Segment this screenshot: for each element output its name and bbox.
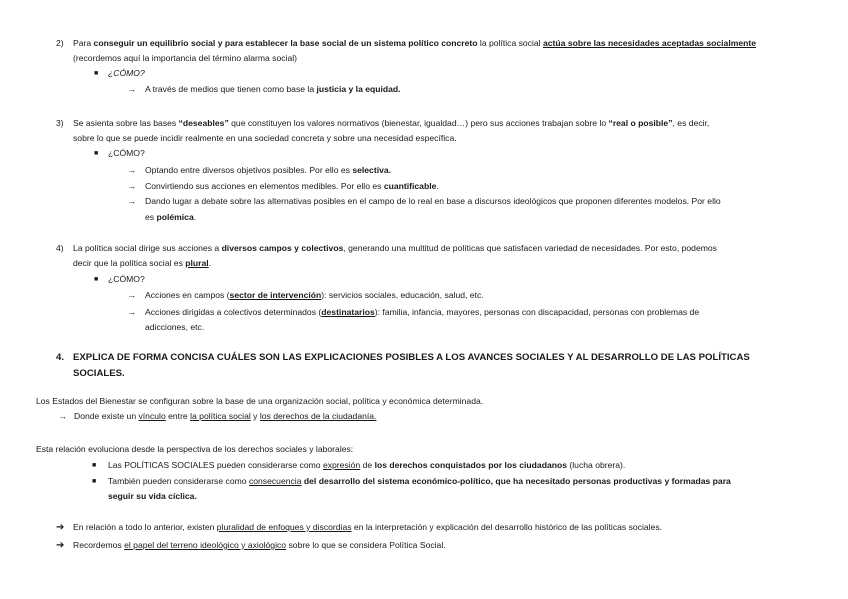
text-run: Las POLÍTICAS SOCIALES pueden considerarse como	[108, 460, 323, 470]
text-run: sobre lo que se considera Política Social.	[286, 540, 446, 550]
paragraph-line	[73, 38, 756, 49]
square-bullet-icon: ■	[92, 478, 97, 485]
bold-text: “deseables”	[178, 118, 229, 128]
text-run: Donde existe un	[74, 411, 139, 421]
list-item-continuation: seguir su vida cíclica.	[108, 491, 197, 501]
bold-underlined-text: plural	[185, 258, 209, 268]
underlined-text: vínculo	[138, 411, 166, 421]
list-item	[145, 165, 391, 176]
paragraph-line: Los Estados del Bienestar se configuran sobre la base de una organización social, política y económica determinada.	[36, 396, 484, 406]
square-bullet-icon: ■	[92, 462, 97, 469]
bold-text: polémica	[156, 212, 194, 222]
list-item	[108, 460, 625, 471]
como-label: ¿CÓMO?	[108, 274, 145, 284]
bold-underlined-text: destinatarios	[321, 307, 375, 317]
text-run: es	[145, 212, 157, 222]
list-item	[145, 181, 439, 192]
text-run: En relación a todo lo anterior, existen	[73, 522, 217, 532]
arrow-icon: →	[127, 165, 136, 175]
bold-text: diversos campos y colectivos	[221, 243, 344, 253]
paragraph-line: (recordemos aquí la importancia del término alarma social)	[73, 53, 298, 63]
paragraph-line	[73, 540, 446, 551]
text-run: Optando entre diversos objetivos posibles. Por ello es	[145, 165, 353, 175]
bold-arrow-icon: ➔	[56, 540, 65, 551]
text-run: .	[436, 181, 439, 191]
text-run: La política social dirige sus acciones a	[73, 243, 222, 253]
arrow-icon: →	[127, 307, 136, 317]
text-run: en la interpretación y explicación del desarrollo histórico de las políticas sociales.	[351, 522, 663, 532]
paragraph-line	[73, 258, 211, 269]
list-item	[108, 476, 731, 487]
list-item-continuation	[145, 212, 196, 223]
question-heading-continuation: SOCIALES.	[73, 368, 125, 379]
arrow-icon: →	[127, 181, 136, 191]
question-heading: EXPLICA DE FORMA CONCISA CUÁLES SON LAS EXPLICACIONES POSIBLES A LOS AVANCES SOCIALES Y AL DESARROLLO DE LAS POLÍTICAS	[73, 352, 750, 363]
bold-text: selectiva.	[352, 165, 392, 175]
text-run: , es decir,	[672, 118, 710, 128]
paragraph-line: sobre lo que se puede incidir realmente en una sociedad concreta y sobre una necesidad específica.	[73, 133, 457, 143]
paragraph-line: Esta relación evoluciona desde la perspectiva de los derechos sociales y laborales:	[36, 444, 354, 454]
text-run: ): familia, infancia, mayores, personas con discapacidad, personas con problemas de	[374, 307, 700, 317]
text-run: decir que la política social es	[73, 258, 186, 268]
square-bullet-icon: ■	[94, 70, 99, 77]
underlined-text: la política social	[190, 411, 251, 421]
paragraph-line	[73, 118, 709, 129]
text-run: ): servicios sociales, educación, salud, etc.	[321, 290, 484, 300]
underlined-text: el papel del terreno ideológico y axiológico	[124, 540, 287, 550]
question-number: 4.	[56, 352, 65, 363]
arrow-icon: →	[58, 411, 67, 421]
como-label: ¿CÓMO?	[108, 68, 145, 78]
arrow-icon: →	[127, 84, 136, 94]
item-number: 4)	[56, 243, 64, 253]
text-run: A través de medios que tienen como base la	[145, 84, 317, 94]
item-number: 2)	[56, 38, 64, 48]
bold-text: los derechos conquistados por los ciudadanos	[374, 460, 568, 470]
paragraph-line	[73, 243, 717, 254]
underlined-text: expresión	[322, 460, 361, 470]
bold-text: del desarrollo del sistema económico-político, que ha necesitado personas productivas y formadas para	[303, 476, 731, 486]
list-item	[145, 307, 699, 318]
list-item	[145, 84, 401, 95]
arrow-icon: →	[127, 196, 136, 206]
bold-underlined-text: sector de intervención	[229, 290, 322, 300]
square-bullet-icon: ■	[94, 276, 99, 283]
text-run: Se asienta sobre las bases	[73, 118, 179, 128]
bold-arrow-icon: ➔	[56, 522, 65, 533]
square-bullet-icon: ■	[94, 150, 99, 157]
underlined-text: pluralidad de enfoques y discordias	[216, 522, 352, 532]
bold-text: cuantificable	[383, 181, 437, 191]
text-run: También pueden considerarse como	[108, 476, 249, 486]
text-run: .	[208, 258, 212, 268]
text-run: Recordemos	[73, 540, 125, 550]
text-run: y	[250, 411, 260, 421]
text-run: de	[360, 460, 375, 470]
item-number: 3)	[56, 118, 64, 128]
bold-text: justicia y la equidad.	[316, 84, 401, 94]
bold-text: conseguir un equilibrio social y para establecer la base social de un sistema político concreto	[93, 38, 478, 48]
bold-text: “real o posible”	[608, 118, 673, 128]
text-run: Convirtiendo sus acciones en elementos medibles. Por ello es	[145, 181, 384, 191]
list-item-continuation: adicciones, etc.	[145, 322, 205, 332]
text-run: entre	[165, 411, 191, 421]
text-run: Acciones dirigidas a colectivos determinados (	[145, 307, 322, 317]
list-item	[74, 411, 376, 422]
text-run: Para	[73, 38, 94, 48]
como-label: ¿CÓMO?	[108, 148, 145, 158]
text-run: .	[193, 212, 197, 222]
text-run: (lucha obrera).	[567, 460, 626, 470]
text-run: , generando una multitud de políticas que satisfacen variedad de necesidades. Por esto, podemos	[343, 243, 717, 253]
underlined-text: los derechos de la ciudadanía.	[259, 411, 377, 421]
underlined-text: consecuencia	[248, 476, 302, 486]
bold-underlined-text: actúa sobre las necesidades aceptadas socialmente	[542, 38, 757, 48]
arrow-icon: →	[127, 290, 136, 300]
list-item	[145, 290, 484, 301]
paragraph-line	[73, 522, 662, 533]
text-run: la política social	[477, 38, 543, 48]
text-run: que constituyen los valores normativos (bienestar, igualdad…) pero sus acciones trabajan sobre lo	[228, 118, 609, 128]
text-run: Acciones en campos (	[145, 290, 230, 300]
list-item: Dando lugar a debate sobre las alternativas posibles en el campo de lo real en base a discursos ideológicos que proponen diferentes modelos. Por ello	[145, 196, 721, 206]
